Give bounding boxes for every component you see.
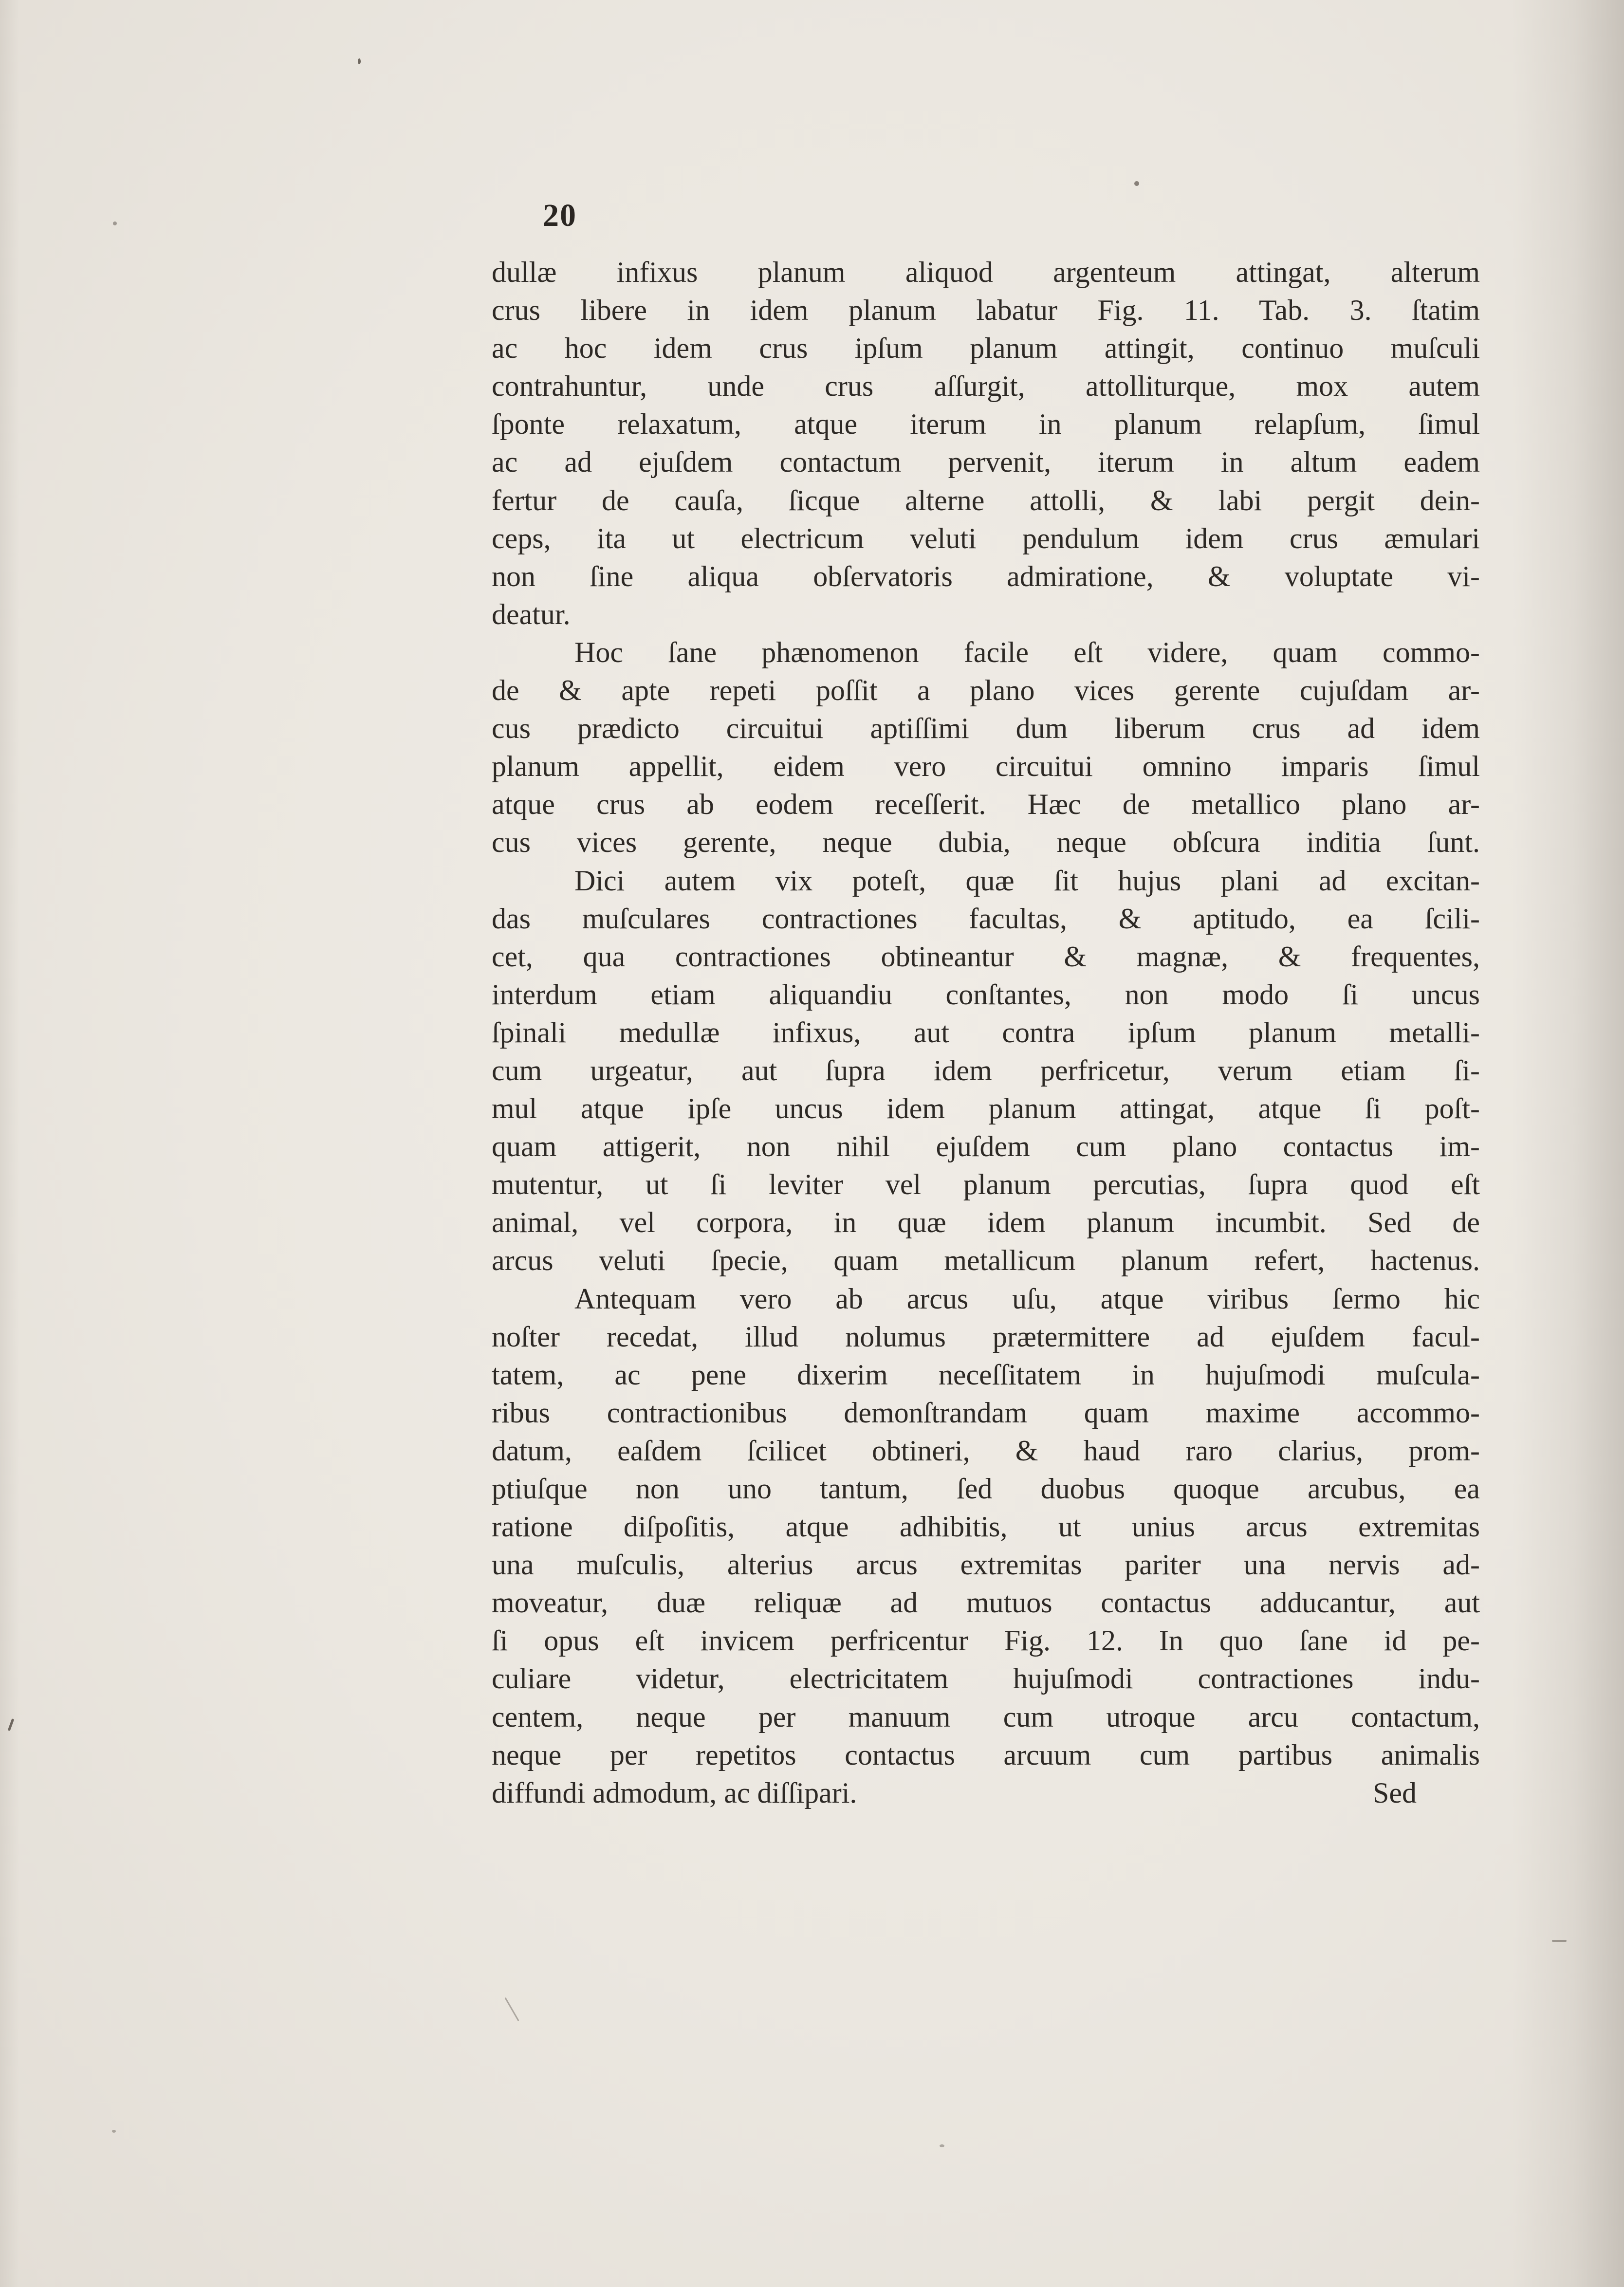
spine-shadow: [1512, 0, 1624, 2287]
page-number: 20: [543, 198, 577, 233]
text-line: una muſculis, alterius arcus extremitas pariter una nervis ad-: [492, 1549, 1480, 1581]
text-line: ceps, ita ut electricum veluti pendulum idem crus æmulari: [492, 522, 1480, 554]
paper-speck: [504, 1997, 519, 2021]
paper-speck: [1134, 181, 1139, 186]
page-left-edge: [0, 0, 19, 2287]
text-line: neque per repetitos contactus arcuum cum partibus animalis: [492, 1738, 1480, 1771]
text-line: ſpinali medullæ infixus, aut contra ipſum planum metalli-: [492, 1016, 1480, 1049]
paper-speck: [358, 58, 361, 64]
text-line: cus prædicto circuitui aptiſſimi dum liberum crus ad idem: [492, 712, 1480, 745]
paper-speck: [113, 221, 117, 225]
text-line: diffundi admodum, ac diſſipari.: [492, 1776, 857, 1809]
text-line: ſi opus eſt invicem perfricentur Fig. 12. In quo ſane id pe-: [492, 1624, 1480, 1657]
catchword: Sed: [1373, 1776, 1417, 1809]
text-line: culiare videtur, electricitatem hujuſmodi contractiones indu-: [492, 1662, 1480, 1695]
text-line: centem, neque per manuum cum utroque arcu contactum,: [492, 1700, 1480, 1733]
text-line: deatur.: [492, 598, 571, 630]
paper-speck: [1552, 1940, 1567, 1942]
text-line: Antequam vero ab arcus uſu, atque viribus ſermo hic: [574, 1282, 1480, 1315]
text-line: moveatur, duæ reliquæ ad mutuos contactus adducantur, aut: [492, 1586, 1480, 1619]
text-line: ptiuſque non uno tantum, ſed duobus quoque arcubus, ea: [492, 1473, 1480, 1505]
body-text: [492, 253, 1480, 1812]
text-line: de & apte repeti poſſit a plano vices gerente cujuſdam ar-: [492, 674, 1480, 707]
text-line: quam attigerit, non nihil ejuſdem cum plano contactus im-: [492, 1130, 1480, 1163]
text-line: planum appellit, eidem vero circuitui omnino imparis ſimul: [492, 750, 1480, 783]
text-line: contrahuntur, unde crus aſſurgit, attolliturque, mox autem: [492, 370, 1480, 403]
text-line: ac hoc idem crus ipſum planum attingit, continuo muſculi: [492, 332, 1480, 365]
text-line: mutentur, ut ſi leviter vel planum percutias, ſupra quod eſt: [492, 1168, 1480, 1201]
text-line: Dici autem vix poteſt, quæ ſit hujus plani ad excitan-: [574, 864, 1480, 897]
text-line: ac ad ejuſdem contactum pervenit, iterum in altum eadem: [492, 446, 1480, 479]
text-line: cum urgeatur, aut ſupra idem perfricetur, verum etiam ſi-: [492, 1054, 1480, 1087]
text-line: datum, eaſdem ſcilicet obtineri, & haud raro clarius, prom-: [492, 1434, 1480, 1467]
text-line: mul atque ipſe uncus idem planum attingat, atque ſi poſt-: [492, 1092, 1480, 1125]
text-line: ratione diſpoſitis, atque adhibitis, ut unius arcus extremitas: [492, 1511, 1480, 1543]
text-line: dullæ infixus planum aliquod argenteum attingat, alterum: [492, 256, 1480, 288]
paper-speck: [940, 2144, 944, 2147]
text-line: cus vices gerente, neque dubia, neque obſcura inditia ſunt.: [492, 826, 1480, 859]
text-line: Hoc ſane phænomenon facile eſt videre, quam commo-: [574, 636, 1480, 668]
text-line: atque crus ab eodem receſſerit. Hæc de metallico plano ar-: [492, 788, 1480, 821]
text-line: arcus veluti ſpecie, quam metallicum planum refert, hactenus.: [492, 1244, 1480, 1277]
text-line: fertur de cauſa, ſicque alterne attolli, & labi pergit dein-: [492, 484, 1480, 516]
paper-speck: [112, 2130, 116, 2133]
text-line: das muſculares contractiones facultas, & aptitudo, ea ſcili-: [492, 902, 1480, 935]
text-line: animal, vel corpora, in quæ idem planum incumbit. Sed de: [492, 1206, 1480, 1239]
text-line: non ſine aliqua obſervatoris admiratione, & voluptate vi-: [492, 560, 1480, 592]
final-line: [492, 1774, 1480, 1812]
text-line: tatem, ac pene dixerim neceſſitatem in hujuſmodi muſcula-: [492, 1358, 1480, 1391]
text-line: cet, qua contractiones obtineantur & magnæ, & frequentes,: [492, 940, 1480, 973]
text-line: interdum etiam aliquandiu conſtantes, non modo ſi uncus: [492, 978, 1480, 1011]
text-line: ribus contractionibus demonſtrandam quam maxime accommo-: [492, 1396, 1480, 1429]
text-line: noſter recedat, illud nolumus prætermittere ad ejuſdem facul-: [492, 1320, 1480, 1353]
text-line: ſponte relaxatum, atque iterum in planum relapſum, ſimul: [492, 408, 1480, 441]
text-line: crus libere in idem planum labatur Fig. 11. Tab. 3. ſtatim: [492, 294, 1480, 327]
